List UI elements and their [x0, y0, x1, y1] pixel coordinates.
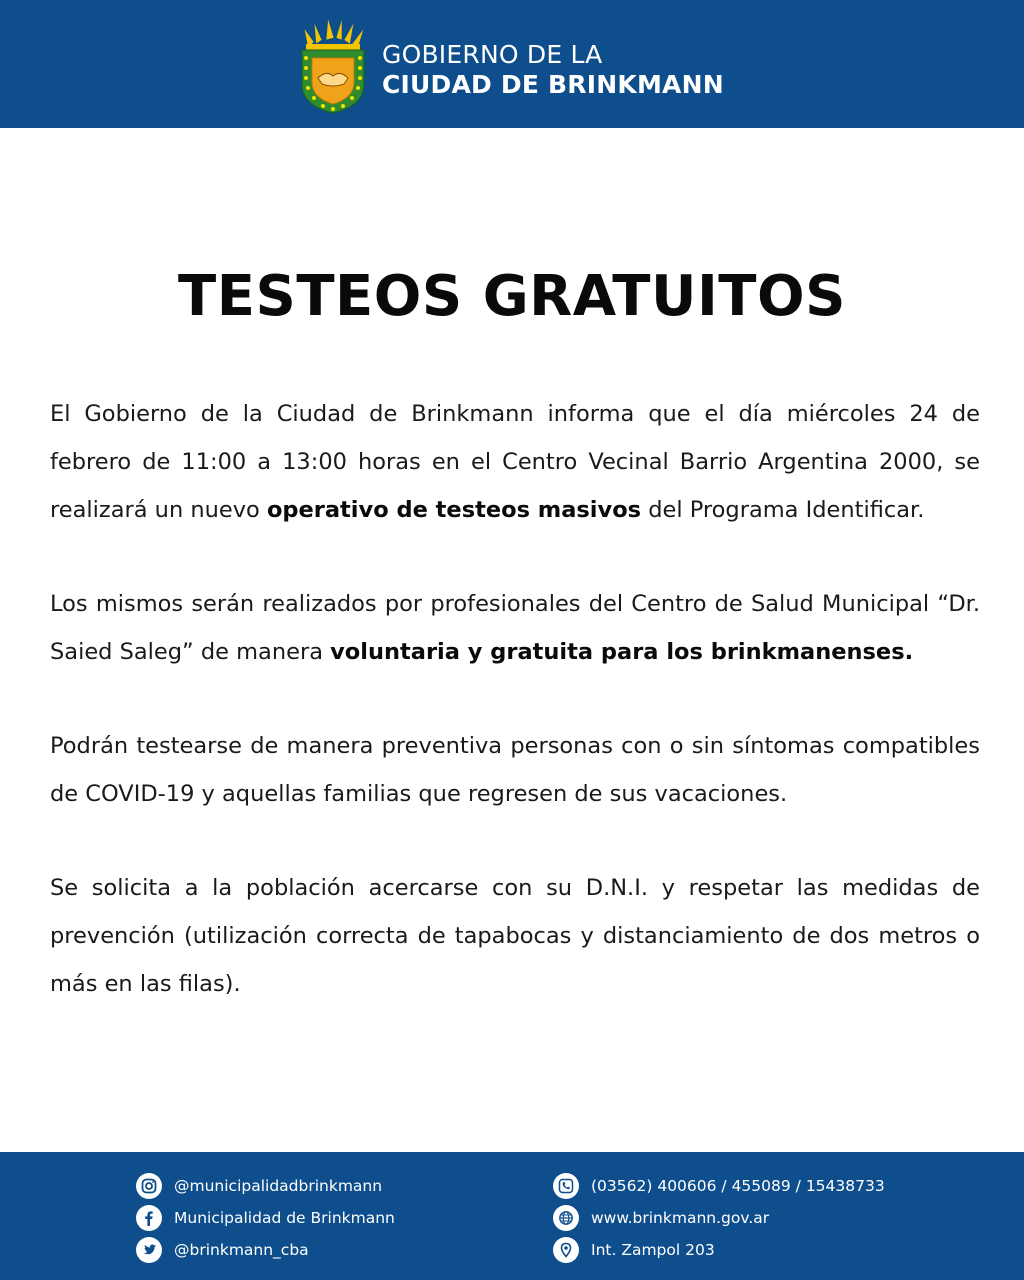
website-contact[interactable]: [553, 1204, 769, 1232]
street-address: Int. Zampol 203: [591, 1241, 715, 1259]
globe-icon: [553, 1205, 579, 1231]
twitter-icon: [136, 1237, 162, 1263]
paragraph-professionals-text: Los mismos serán realizados por profesionales del Centro de Salud Municipal “Dr. Saied Saleg” de manera: [50, 591, 980, 665]
instagram-contact[interactable]: [136, 1172, 382, 1200]
instagram-icon: [136, 1173, 162, 1199]
facebook-contact[interactable]: [136, 1204, 395, 1232]
paragraph-eligibility: Podrán testearse de manera preventiva personas con o sin síntomas compatibles de COVID-19 y aquellas familias que regresen de sus vacaciones.: [50, 733, 980, 807]
phone-contact[interactable]: [553, 1172, 885, 1200]
paragraph-requirements: Se solicita a la población acercarse con su D.N.I. y respetar las medidas de prevención (utilización correcta de tapabocas y distanciamiento de dos metros o más en las filas).: [50, 875, 980, 997]
address-contact[interactable]: [553, 1236, 715, 1264]
website-url: www.brinkmann.gov.ar: [591, 1209, 770, 1227]
twitter-handle: @brinkmann_cba: [174, 1241, 309, 1259]
government-title: [382, 40, 724, 100]
paragraph-announcement-end: del Programa Identificar.: [641, 497, 925, 523]
location-pin-icon: [553, 1237, 579, 1263]
phone-numbers: (03562) 400606 / 455089 / 15438733: [591, 1177, 885, 1195]
paragraph-announcement-text: El Gobierno de la Ciudad de Brinkmann informa que el día miércoles 24 de febrero de 11:00 a 13:00 horas en el Centro Vecinal Barrio Argentina 2000, se realizará un nuevo: [50, 401, 980, 523]
facebook-page-name: Municipalidad de Brinkmann: [174, 1209, 395, 1227]
government-title-line2: CIUDAD DE BRINKMANN: [382, 70, 724, 99]
paragraph-announcement-bold: operativo de testeos masivos: [266, 497, 642, 523]
paragraph-professionals: [50, 580, 980, 676]
header-banner: [0, 0, 1024, 128]
page-title: TESTEOS GRATUITOS: [178, 264, 846, 329]
paragraph-professionals-bold: voluntaria y gratuita para los brinkmanenses.: [330, 639, 914, 665]
phone-icon: [553, 1173, 579, 1199]
city-coat-of-arms-icon: [298, 18, 368, 114]
instagram-handle: @municipalidadbrinkmann: [174, 1177, 383, 1195]
facebook-icon: [136, 1205, 162, 1231]
government-title-line1: GOBIERNO DE LA: [382, 40, 603, 69]
paragraph-announcement: [50, 390, 980, 534]
twitter-contact[interactable]: [136, 1236, 309, 1264]
